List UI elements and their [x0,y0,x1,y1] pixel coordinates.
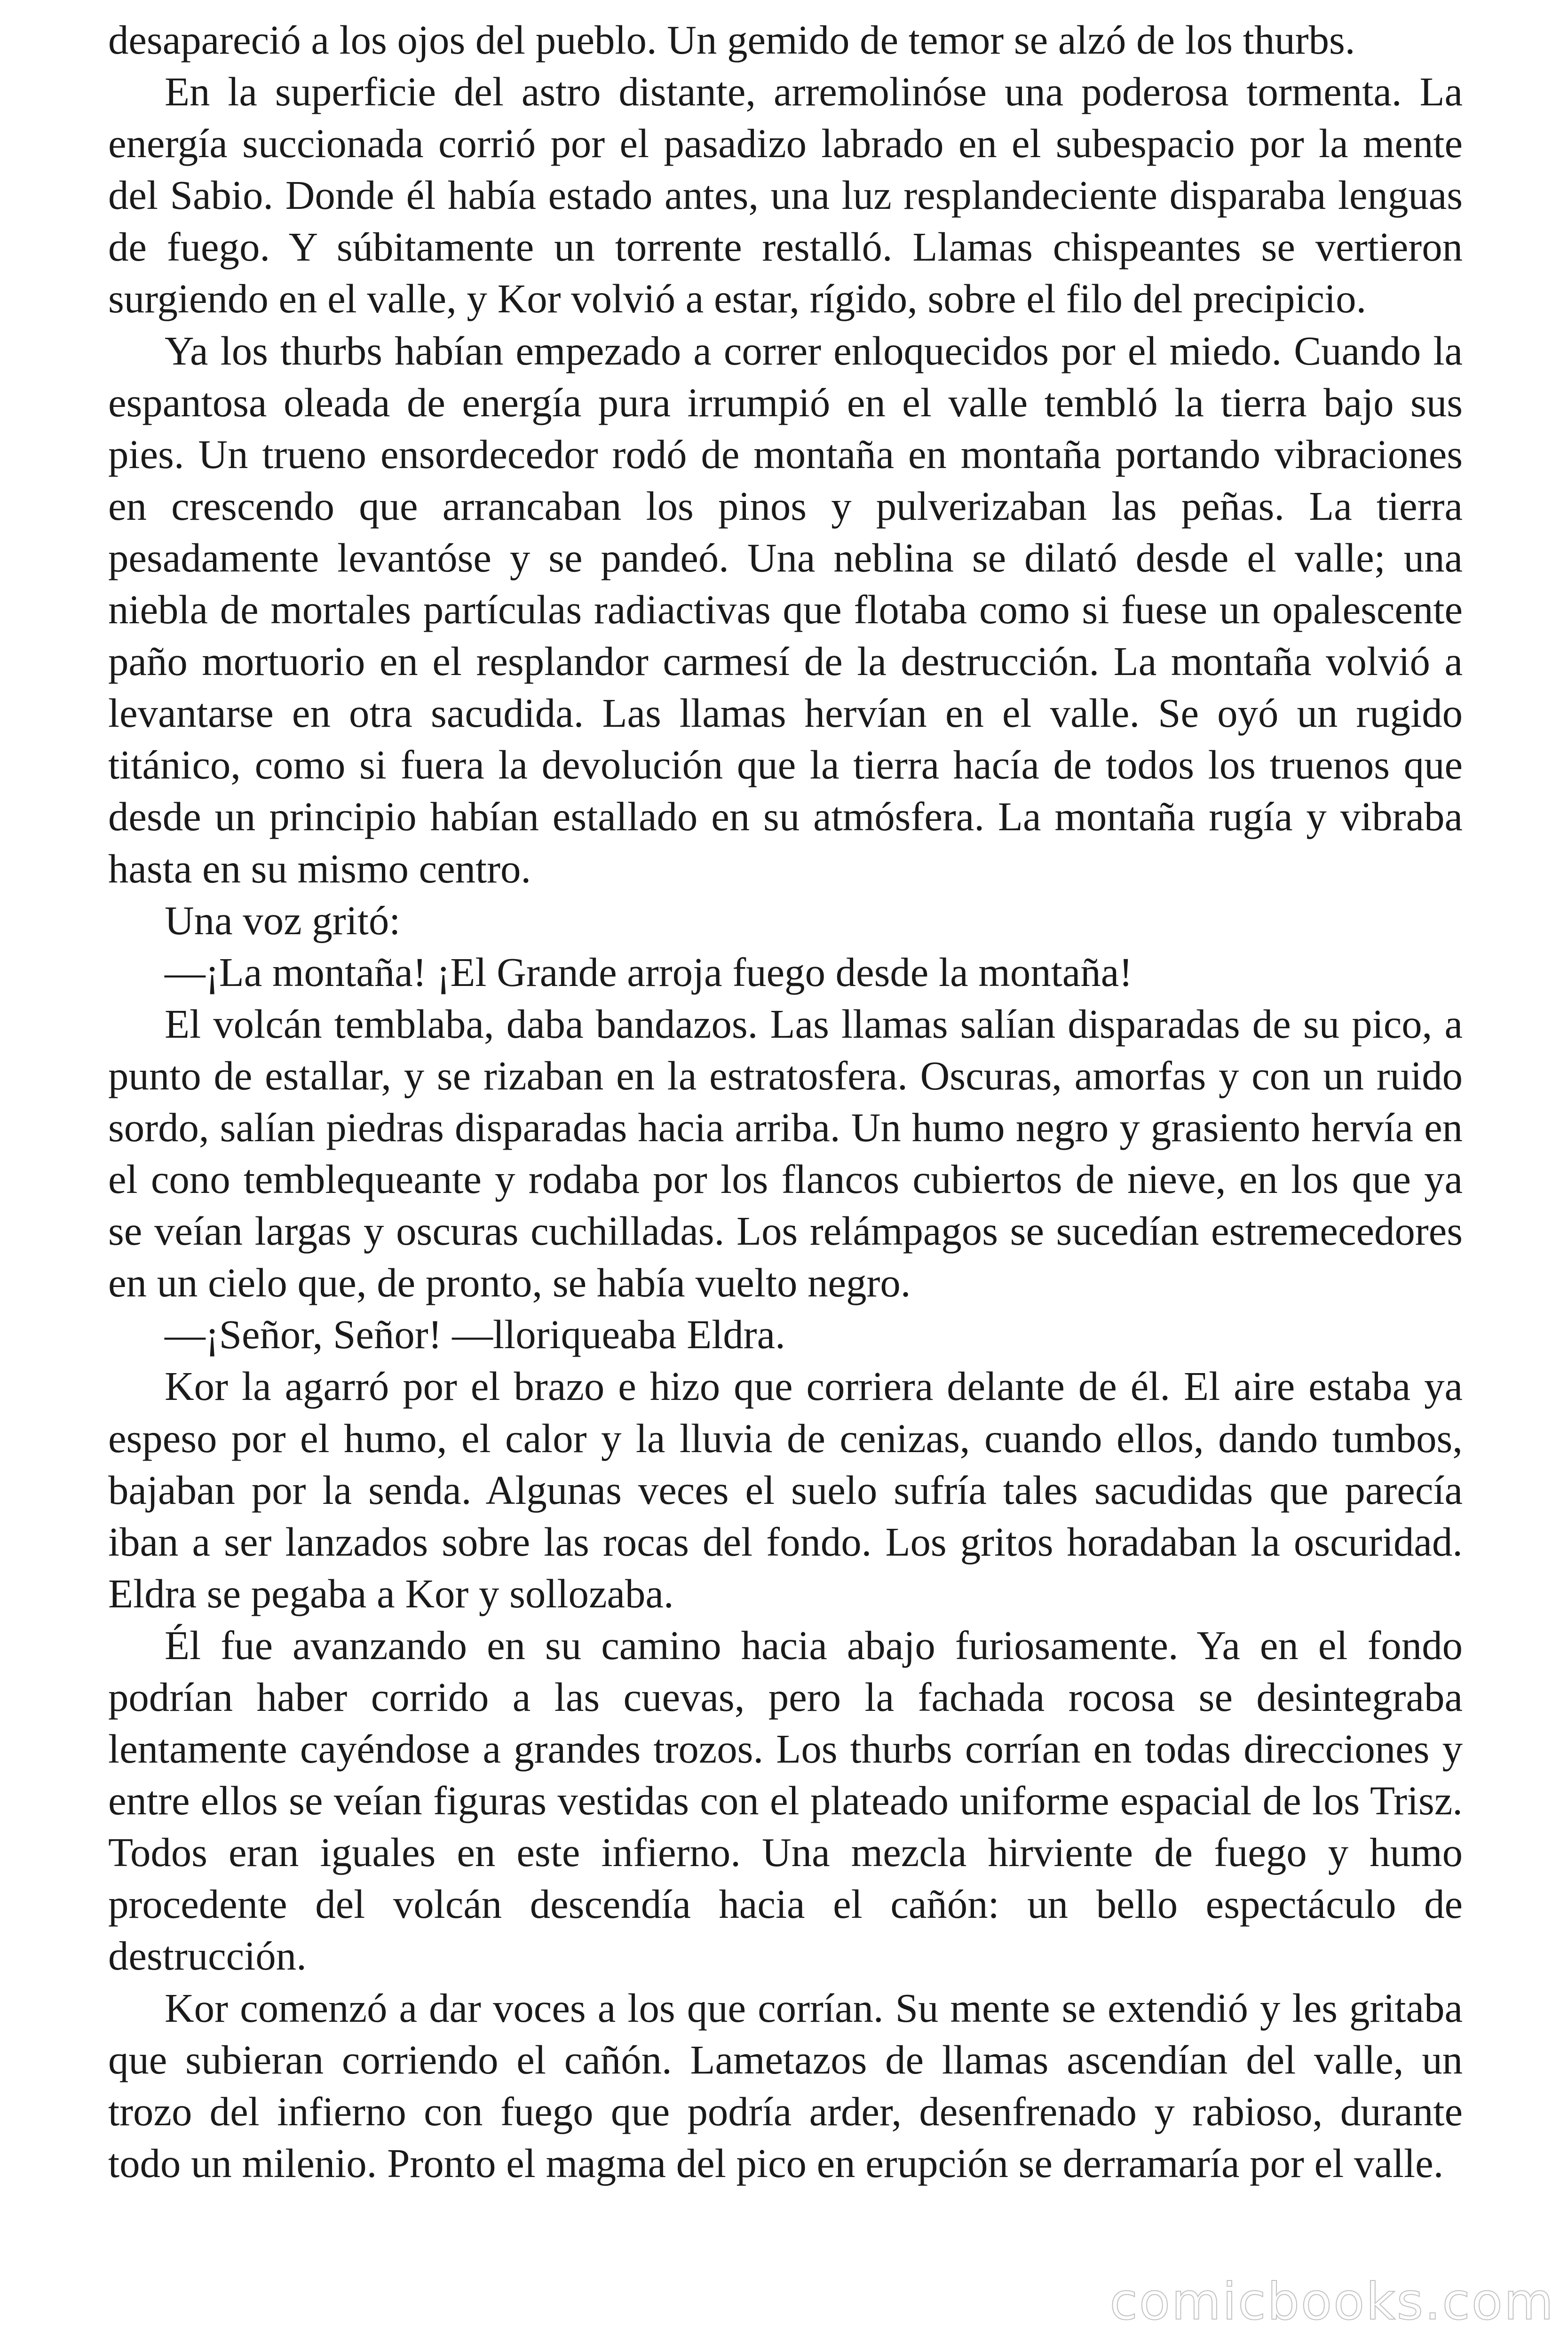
paragraph-7: —¡Señor, Señor! —lloriqueaba Eldra. [165,1312,785,1358]
paragraph-10: Kor comenzó a dar voces a los que corrían. Su mente se extendió y les gritaba que subieran corriendo el cañón. Lametazos de llamas ascendían del valle, un trozo del infierno con fuego que podría arder, desenfrenado y rabioso, durante todo un milenio. Pronto el magma del pico en erupción se derramaría por el valle. [108,1985,1463,2186]
paragraph-6: El volcán temblaba, daba bandazos. Las llamas salían disparadas de su pico, a punto de estallar, y se rizaban en la estratosfera. Oscuras, amorfas y con un ruido sordo, salían piedras disparadas hacia arriba. Un humo negro y grasiento hervía en el cono temblequeante y rodaba por los flancos cubiertos de nieve, en los que ya se veían largas y oscuras cuchilladas. Los relámpagos se sucedían estremecedores en un cielo que, de pronto, se había vuelto negro. [108,1001,1463,1306]
watermark: comicbooks.com [1109,2273,1555,2331]
paragraph-5: —¡La montaña! ¡El Grande arroja fuego desde la montaña! [165,949,1133,995]
paragraph-1: desapareció a los ojos del pueblo. Un gemido de temor se alzó de los thurbs. [108,17,1355,63]
paragraph-2: En la superficie del astro distante, arremolinóse una poderosa tormenta. La energía succionada corrió por el pasadizo labrado en el subespacio por la mente del Sabio. Donde él había estado antes, una luz resplandeciente disparaba lenguas de fuego. Y súbitamente un torrente restalló. Llamas chispeantes se vertieron surgiendo en el valle, y Kor volvió a estar, rígido, sobre el filo del precipicio. [108,69,1463,322]
paragraph-9: Él fue avanzando en su camino hacia abajo furiosamente. Ya en el fondo podrían haber corrido a las cuevas, pero la fachada rocosa se desintegraba lentamente cayéndose a grandes trozos. Los thurbs corrían en todas direcciones y entre ellos se veían figuras vestidas con el plateado uniforme espacial de los Trisz. Todos eran iguales en este infierno. Una mezcla hirviente de fuego y humo procedente del volcán descendía hacia el cañón: un bello espectáculo de destrucción. [108,1622,1463,1979]
book-page-text [108,14,1463,2189]
paragraph-8: Kor la agarró por el brazo e hizo que corriera delante de él. El aire estaba ya espeso por el humo, el calor y la lluvia de cenizas, cuando ellos, dando tumbos, bajaban por la senda. Algunas veces el suelo sufría tales sacudidas que parecía iban a ser lanzados sobre las rocas del fondo. Los gritos horadaban la oscuridad. Eldra se pegaba a Kor y sollozaba. [108,1364,1463,1616]
paragraph-3: Ya los thurbs habían empezado a correr enloquecidos por el miedo. Cuando la espantosa oleada de energía pura irrumpió en el valle tembló la tierra bajo sus pies. Un trueno ensordecedor rodó de montaña en montaña portando vibraciones en crescendo que arrancaban los pinos y pulverizaban las peñas. La tierra pesadamente levantóse y se pandeó. Una neblina se dilató desde el valle; una niebla de mortales partículas radiactivas que flotaba como si fuese un opalescente paño mortuorio en el resplandor carmesí de la destrucción. La montaña volvió a levantarse en otra sacudida. Las llamas hervían en el valle. Se oyó un rugido titánico, como si fuera la devolución que la tierra hacía de todos los truenos que desde un principio habían estallado en su atmósfera. La montaña rugía y vibraba hasta en su mismo centro. [108,328,1463,891]
paragraph-4: Una voz gritó: [165,898,401,943]
